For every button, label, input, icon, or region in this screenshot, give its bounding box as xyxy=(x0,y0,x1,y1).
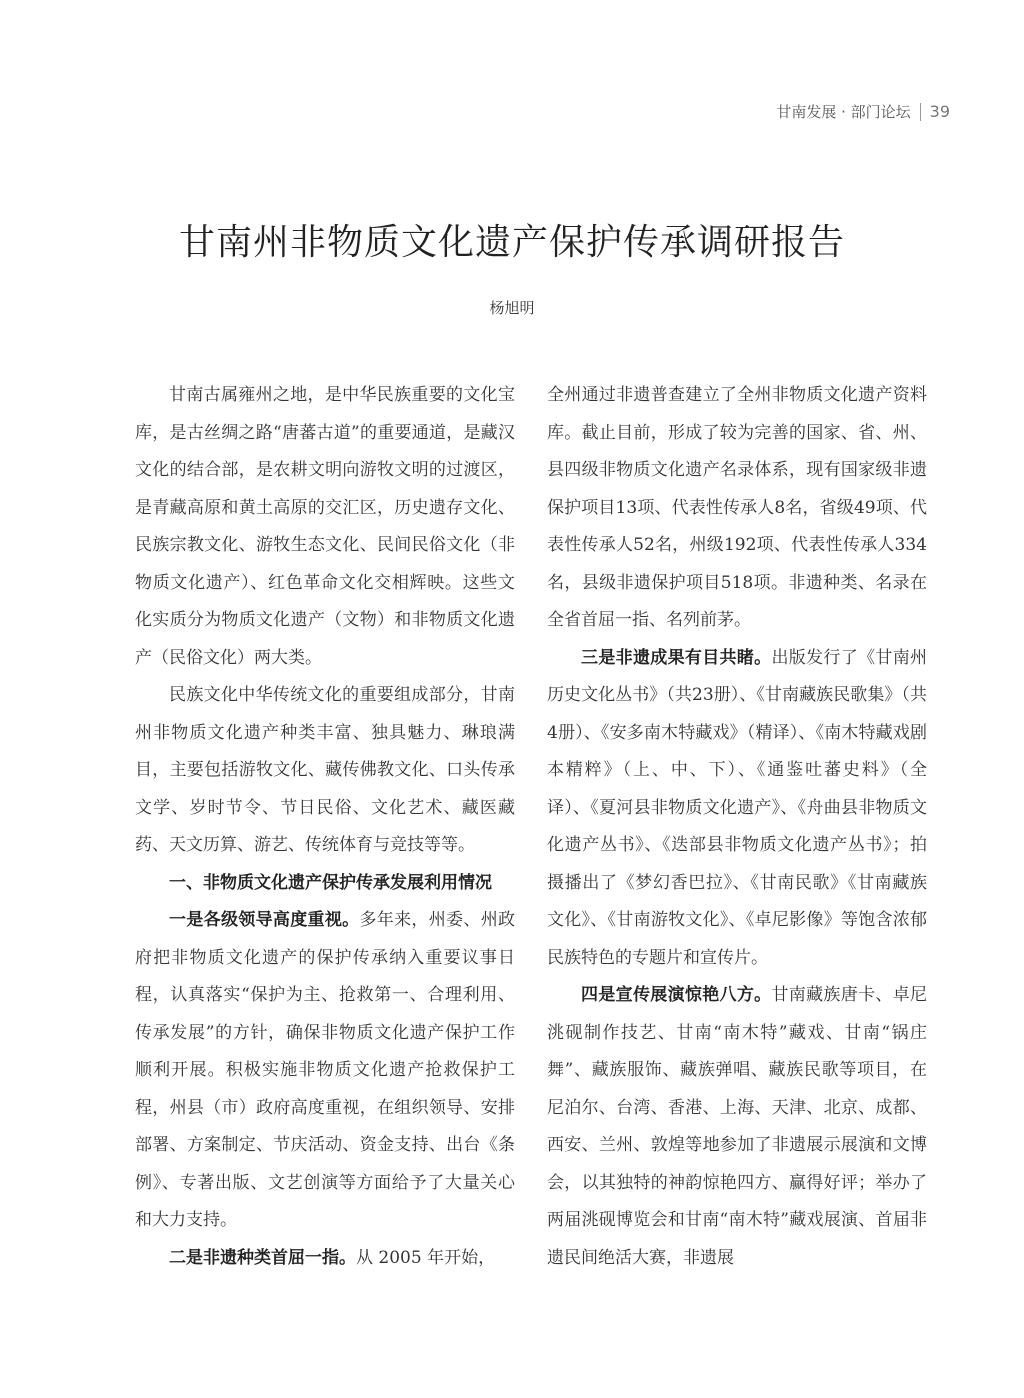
paragraph-lead: 二是非遗种类首屈一指。 xyxy=(169,1247,356,1268)
right-column xyxy=(547,377,927,1277)
paragraph xyxy=(547,977,927,1277)
header-divider xyxy=(920,103,921,121)
paragraph: 甘南古属雍州之地，是中华民族重要的文化宝库，是古丝绸之路“唐蕃古道”的重要通道，是藏汉文化的结合部，是农耕文明向游牧文明的过渡区，是青藏高原和黄土高原的交汇区，历史遗存文化、民族宗教文化、游牧生态文化、民间民俗文化（非物质文化遗产）、红色革命文化交相辉映。这些文化实质分为物质文化遗产（文物）和非物质文化遗产（民俗文化）两大类。 xyxy=(135,385,515,668)
paragraph-lead: 一是各级领导高度重视。 xyxy=(169,910,360,930)
paragraph-lead: 四是宣传展演惊艳八方。 xyxy=(581,985,772,1005)
article-author: 杨旭明 xyxy=(489,299,535,317)
page-number: 39 xyxy=(929,102,950,121)
section-heading: 一、非物质文化遗产保护传承发展利用情况 xyxy=(169,872,492,893)
paragraph-continued: 全州通过非遗普查建立了全州非物质文化遗产资料库。截止目前，形成了较为完善的国家、省、州、县四级非物质文化遗产名录体系，现有国家级非遗保护项目13项、代表性传承人8名，省级49项、代表性传承人52名，州级192项、代表性传承人334名，县级非遗保护项目518项。非遗种类、名录在全省首屈一指、名列前茅。 xyxy=(547,385,927,630)
paragraph-body: 出版发行了《甘南州历史文化丛书》（共23册）、《甘南藏族民歌集》（共4册）、《安多南木特藏戏》（精译）、《南木特藏戏剧本精粹》（上、中、下）、《通鉴吐蕃史料》（全译）、《夏河县非物质文化遗产》、《舟曲县非物质文化遗产丛书》、《迭部县非物质文化遗产丛书》；拍摄播出了《梦幻香巴拉》、《甘南民歌》《甘南藏族文化》、《甘南游牧文化》、《卓尼影像》等饱含浓郁民族特色的专题片和宣传片。 xyxy=(547,647,928,968)
journal-section: 甘南发展 · 部门论坛 xyxy=(776,103,911,121)
paragraph-body: 甘南藏族唐卡、卓尼洮砚制作技艺、甘南“南木特”藏戏、甘南“锅庄舞”、藏族服饰、藏族弹唱、藏族民歌等项目，在尼泊尔、台湾、香港、上海、天津、北京、成都、西安、兰州、敦煌等地参加了非遗展示展演和文博会，以其独特的神韵惊艳四方、赢得好评；举办了两届洮砚博览会和甘南“南木特”藏戏展演、首届非遗民间绝活大赛，非遗展 xyxy=(547,985,928,1268)
paragraph-body: 多年来，州委、州政府把非物质文化遗产的保护传承纳入重要议事日程，认真落实“保护为主、抢救第一、合理利用、传承发展”的方针，确保非物质文化遗产保护工作顺利开展。积极实施非物质文化遗产抢救保护工程，州县（市）政府高度重视，在组织领导、安排部署、方案制定、节庆活动、资金支持、出台《条例》、专著出版、文艺创演等方面给予了大量关心和大力支持。 xyxy=(135,910,516,1230)
paragraph xyxy=(135,1240,515,1278)
paragraph: 民族文化中华传统文化的重要组成部分，甘南州非物质文化遗产种类丰富、独具魅力、琳琅满目，主要包括游牧文化、藏传佛教文化、口头传承文学、岁时节令、节日民俗、文化艺术、藏医藏药、天文历算、游艺、传统体育与竞技等等。 xyxy=(135,685,515,855)
paragraph xyxy=(135,902,515,1240)
paragraph xyxy=(547,640,927,978)
running-header xyxy=(776,101,950,122)
article-title: 甘南州非物质文化遗产保护传承调研报告 xyxy=(178,222,845,263)
paragraph-lead: 三是非遗成果有目共睹。 xyxy=(581,647,772,668)
left-column xyxy=(135,377,515,1277)
paragraph-body: 从 2005 年开始， xyxy=(356,1247,496,1268)
